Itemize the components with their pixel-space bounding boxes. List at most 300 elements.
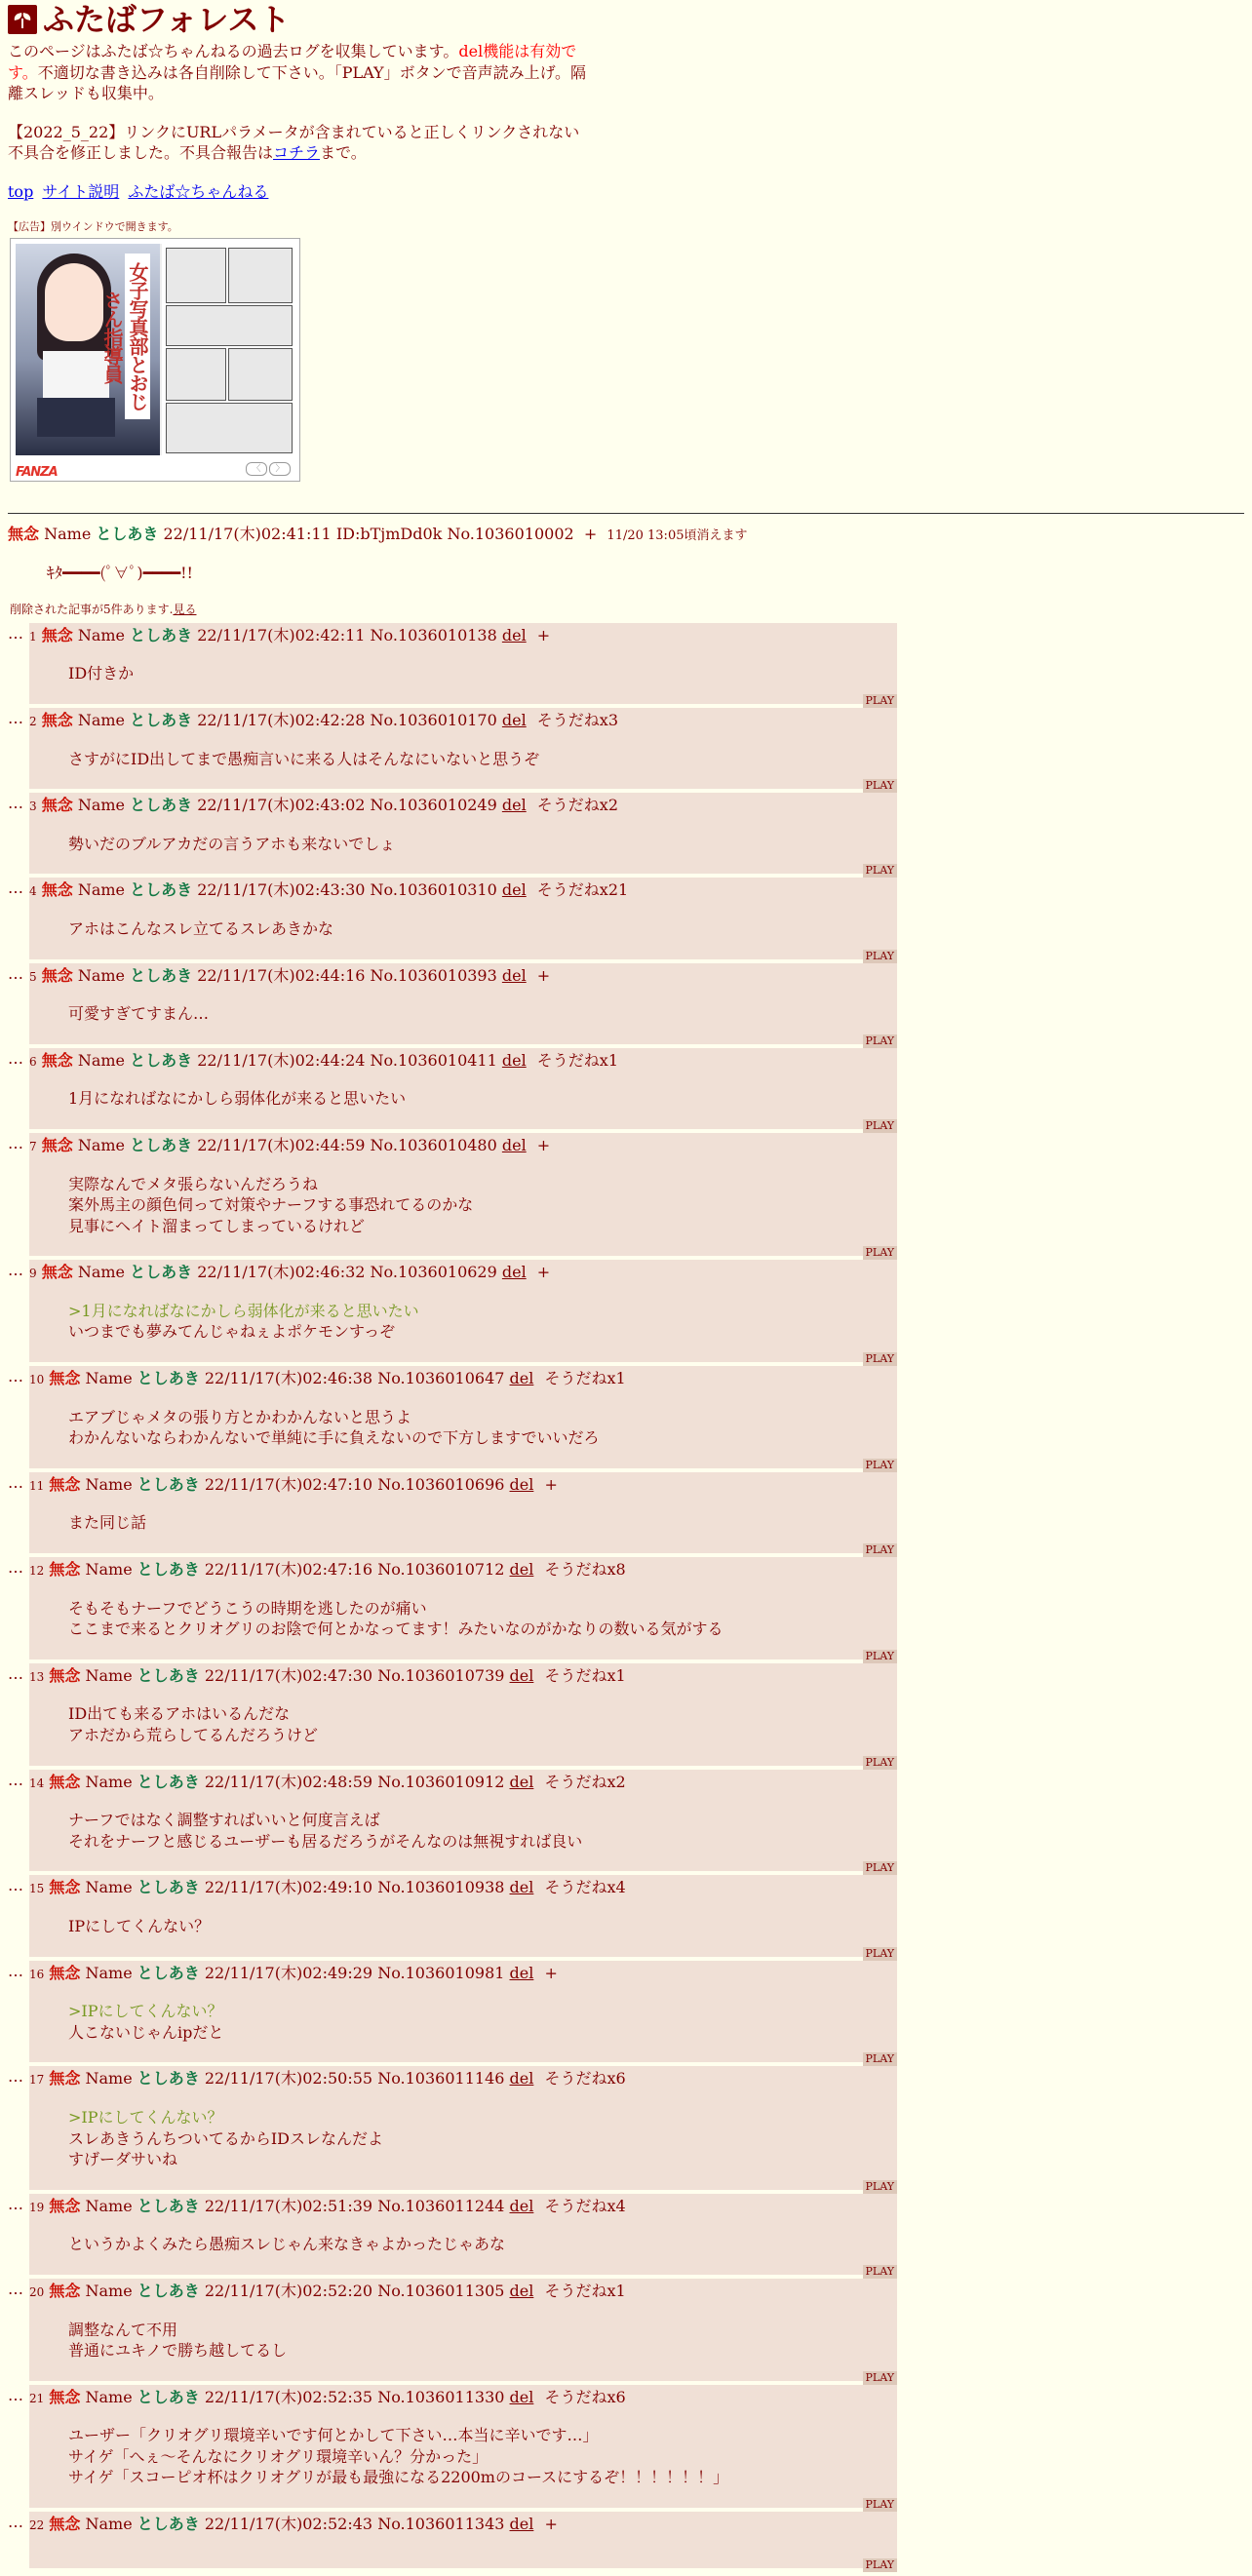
sodane-count-button[interactable]: そうだねx3: [536, 710, 619, 729]
del-link[interactable]: del: [501, 1135, 527, 1154]
play-row: [29, 1941, 897, 1960]
op-name: としあき: [96, 525, 159, 544]
reply-subject: 無念: [49, 1963, 81, 1982]
notice: [8, 122, 593, 164]
reply-menu-icon[interactable]: …: [8, 1472, 23, 1492]
reply-subject: 無念: [41, 796, 73, 815]
del-enabled-text: del機能は有効です。: [8, 42, 577, 82]
reply-datetime: 22/11/17(木)02:42:28: [197, 710, 366, 729]
play-button[interactable]: PLAY: [863, 950, 897, 963]
reply-body: [68, 663, 897, 684]
reply-row: [8, 1048, 1244, 1132]
ad-prev-icon[interactable]: 〈: [246, 462, 267, 476]
reply-subject: 無念: [49, 1665, 81, 1685]
reply-subject: 無念: [49, 1878, 81, 1897]
reply-index: 7: [29, 1139, 37, 1153]
reply-row: [8, 1260, 1244, 1366]
reply: [29, 1663, 897, 1769]
del-link[interactable]: del: [501, 710, 527, 729]
play-row: [29, 2365, 897, 2384]
reply: [29, 2385, 897, 2512]
sodane-button[interactable]: +: [544, 1963, 558, 1982]
reply-index: 11: [29, 1478, 45, 1493]
play-button[interactable]: PLAY: [863, 2052, 897, 2066]
reply-number: No.1036010138: [370, 625, 497, 644]
reply-datetime: 22/11/17(木)02:43:30: [197, 880, 366, 900]
del-link[interactable]: del: [501, 1263, 527, 1282]
reply-line: 案外馬主の顔色伺って対策やナーフする事恐れてるのかな: [68, 1195, 474, 1215]
reply-subject: 無念: [49, 2387, 81, 2406]
reply-line: サイゲ「スコーピオ杯はクリオグリが最も最強になる2200mのコースにするぞ！！！！！！」: [68, 2468, 729, 2487]
reply-datetime: 22/11/17(木)02:52:20: [204, 2281, 373, 2300]
reply-name-label: Name: [85, 1474, 133, 1494]
reply-line: 人こないじゃんipだと: [68, 2022, 224, 2042]
reply-number: No.1036010912: [377, 1772, 505, 1791]
play-button[interactable]: PLAY: [863, 1861, 897, 1875]
reply-number: No.1036011244: [377, 2196, 505, 2215]
sodane-count-button[interactable]: そうだねx4: [544, 1878, 626, 1897]
reply-body: [68, 1003, 897, 1025]
sodane-count-button[interactable]: そうだねx1: [544, 1369, 626, 1388]
reply-index: 4: [29, 884, 37, 899]
play-button[interactable]: PLAY: [863, 1119, 897, 1133]
play-row: [29, 1347, 897, 1366]
reply-header: [29, 2514, 897, 2535]
reply-number: No.1036010411: [370, 1050, 497, 1070]
reply-menu-icon[interactable]: …: [8, 2385, 23, 2404]
reply-subject: 無念: [41, 965, 73, 985]
deleted-note: [10, 602, 1244, 617]
reply-line: いつまでも夢みてんじゃねぇよポケモンすっぞ: [68, 1322, 396, 1342]
reply-datetime: 22/11/17(木)02:52:35: [204, 2387, 373, 2406]
reply-name-label: Name: [85, 1560, 133, 1580]
del-link[interactable]: del: [501, 965, 527, 985]
reply-name: としあき: [137, 2387, 200, 2406]
reply-menu-icon[interactable]: …: [8, 963, 23, 983]
nav-futaba-link[interactable]: ふたば☆ちゃんねる: [128, 181, 269, 201]
ad-illustration: [16, 244, 160, 455]
reply-row: [8, 1663, 1244, 1769]
reply: [29, 1366, 897, 1471]
sodane-count-button[interactable]: そうだねx4: [544, 2196, 626, 2215]
reply-row: [8, 623, 1244, 707]
reply-subject: 無念: [41, 880, 73, 900]
reply-header: [29, 710, 897, 731]
reply-index: 5: [29, 969, 37, 984]
reply-menu-icon[interactable]: …: [8, 1367, 23, 1386]
reply-datetime: 22/11/17(木)02:49:29: [204, 1963, 373, 1982]
reply-index: 12: [29, 1564, 45, 1579]
play-button[interactable]: PLAY: [863, 2558, 897, 2572]
reply-header: [29, 1474, 897, 1496]
reply-row: [8, 1961, 1244, 2066]
reply-header: [29, 1262, 897, 1283]
reply-line: 普通にユキノで勝ち越してるし: [68, 2341, 288, 2361]
report-link[interactable]: コチラ: [273, 143, 321, 163]
sodane-count-button[interactable]: そうだねx2: [536, 796, 619, 815]
reply-index: 15: [29, 1882, 45, 1896]
op-subject: 無念: [8, 525, 40, 544]
reply-index: 2: [29, 714, 37, 728]
reply-name: としあき: [137, 1963, 200, 1982]
fanza-logo: FANZA: [16, 465, 58, 481]
reply-subject: 無念: [41, 1135, 73, 1154]
reply: [29, 1472, 897, 1557]
play-row: [29, 2492, 897, 2512]
sodane-count-button[interactable]: そうだねx21: [536, 880, 629, 900]
reply-menu-icon[interactable]: …: [8, 1770, 23, 1789]
reply-body: [68, 1512, 897, 1534]
reply-line: また同じ話: [68, 1513, 147, 1533]
reply-row: [8, 1133, 1244, 1260]
reply-row: [8, 1472, 1244, 1557]
play-row: [29, 773, 897, 793]
play-button[interactable]: PLAY: [863, 864, 897, 878]
sodane-count-button[interactable]: そうだねx6: [544, 2387, 626, 2406]
del-link[interactable]: del: [509, 2387, 534, 2406]
reply-menu-icon[interactable]: …: [8, 2513, 23, 2532]
reply-name-label: Name: [77, 1050, 126, 1070]
del-link[interactable]: del: [509, 2281, 534, 2300]
reply-menu-icon[interactable]: …: [8, 1261, 23, 1280]
reply-body: [68, 2234, 897, 2255]
sodane-button[interactable]: +: [536, 625, 551, 644]
reply-name: としあき: [137, 1878, 200, 1897]
reply-subject: 無念: [49, 2515, 81, 2534]
del-link[interactable]: del: [509, 1963, 534, 1982]
reply-row: [8, 2194, 1244, 2278]
del-link[interactable]: del: [509, 2196, 534, 2215]
reply-index: 17: [29, 2073, 45, 2088]
nav-links: [8, 181, 1244, 203]
reply: [29, 1557, 897, 1662]
play-row: [29, 1538, 897, 1557]
play-row: [29, 1113, 897, 1132]
reply: [29, 1961, 897, 2066]
reply-menu-icon[interactable]: …: [8, 623, 23, 643]
ad-comic-panels: [162, 244, 294, 455]
reply-menu-icon[interactable]: …: [8, 708, 23, 727]
reply-row: [8, 1557, 1244, 1662]
reply-body: [68, 918, 897, 940]
nav-about-link[interactable]: サイト説明: [42, 181, 120, 201]
reply-quote: >1月になればなにかしら弱体化が来ると思いたい: [68, 1301, 419, 1320]
del-link[interactable]: del: [501, 1050, 527, 1070]
reply-header: [29, 1135, 897, 1156]
play-button[interactable]: PLAY: [863, 1756, 897, 1770]
reply-body: [68, 834, 897, 855]
reply-line: サイゲ「へぇ〜そんなにクリオグリ環境辛いん？分かった」: [68, 2446, 489, 2466]
reply-name: としあき: [137, 1665, 200, 1685]
deleted-note-text: 削除された記事が5件あります.: [10, 602, 174, 616]
reply-datetime: 22/11/17(木)02:49:10: [204, 1878, 373, 1897]
reply-datetime: 22/11/17(木)02:42:11: [197, 625, 366, 644]
reply-body: [68, 2001, 897, 2043]
reply-number: No.1036010739: [377, 1665, 505, 1685]
reply-quote: >IPにしてくんない？: [68, 2107, 223, 2127]
reply: [29, 2194, 897, 2278]
reply-header: [29, 2196, 897, 2217]
play-button[interactable]: PLAY: [863, 2498, 897, 2512]
notice-tail: まで。: [320, 143, 367, 163]
play-button[interactable]: PLAY: [863, 1352, 897, 1366]
futaba-leaf-icon: [8, 5, 37, 34]
reply-row: [8, 2066, 1244, 2193]
sodane-count-button[interactable]: そうだねx1: [544, 2281, 626, 2300]
del-link[interactable]: del: [509, 1772, 534, 1791]
desc-text: このページはふたば☆ちゃんねるの過去ログを収集しています。: [8, 42, 459, 60]
del-link[interactable]: del: [509, 1369, 534, 1388]
play-button[interactable]: PLAY: [863, 1034, 897, 1048]
reply-subject: 無念: [49, 1369, 81, 1388]
reply-header: [29, 1877, 897, 1898]
ad-image[interactable]: [16, 244, 294, 455]
sodane-button[interactable]: +: [544, 2515, 558, 2534]
play-button[interactable]: PLAY: [863, 2371, 897, 2385]
reply-number: No.1036010480: [370, 1135, 497, 1154]
reply-name-label: Name: [85, 2515, 133, 2534]
reply-index: 14: [29, 1776, 45, 1790]
sodane-button[interactable]: +: [544, 1474, 558, 1494]
show-deleted-link[interactable]: 見る: [173, 602, 197, 616]
sodane-button[interactable]: +: [536, 1135, 551, 1154]
reply-number: No.1036010696: [377, 1474, 505, 1494]
ad-footer: [16, 460, 294, 481]
reply-menu-icon[interactable]: …: [8, 2279, 23, 2298]
reply-subject: 無念: [49, 1772, 81, 1791]
reply-line: アホだから荒らしてるんだろうけど: [68, 1726, 319, 1744]
reply-body: [68, 1088, 897, 1110]
reply-name: としあき: [137, 2515, 200, 2534]
del-link[interactable]: del: [509, 1560, 534, 1580]
reply-name: としあき: [137, 1560, 200, 1580]
del-link[interactable]: del: [509, 2515, 534, 2534]
reply-row: [8, 878, 1244, 962]
reply-number: No.1036011330: [377, 2387, 505, 2406]
reply-subject: 無念: [49, 2069, 81, 2088]
reply-row: [8, 1366, 1244, 1471]
reply-line: ID付きか: [68, 664, 135, 683]
reply: [29, 708, 897, 793]
reply-datetime: 22/11/17(木)02:47:30: [204, 1665, 373, 1685]
reply-name-label: Name: [85, 2387, 133, 2406]
reply: [29, 1770, 897, 1875]
reply-body: [68, 2425, 897, 2488]
reply-number: No.1036010629: [370, 1263, 497, 1282]
reply-number: No.1036010938: [377, 1878, 505, 1897]
reply-subject: 無念: [49, 2196, 81, 2215]
reply-row: [8, 2512, 1244, 2571]
play-row: [29, 1644, 897, 1662]
reply-line: 1月になればなにかしら弱体化が来ると思いたい: [68, 1089, 407, 1109]
notice-text: 【2022_5_22】リンクにURLパラメータが含まれていると正しくリンクされない不具合を修正しました。不具合報告は: [8, 122, 580, 163]
del-link[interactable]: del: [509, 1878, 534, 1897]
play-button[interactable]: PLAY: [863, 779, 897, 793]
reply-subject: 無念: [41, 1263, 73, 1282]
play-row: [29, 2174, 897, 2193]
divider: [8, 513, 1244, 514]
reply: [29, 793, 897, 878]
play-row: [29, 1453, 897, 1471]
reply-subject: 無念: [49, 1474, 81, 1494]
reply-menu-icon[interactable]: …: [8, 1961, 23, 1980]
reply-body: [68, 1301, 897, 1343]
reply-datetime: 22/11/17(木)02:44:24: [197, 1050, 366, 1070]
reply-line: というかよくみたら愚痴スレじゃん来なきゃよかったじゃあな: [68, 2235, 506, 2254]
reply-name: としあき: [130, 1135, 193, 1154]
reply-name-label: Name: [85, 1665, 133, 1685]
reply: [29, 878, 897, 962]
reply-header: [29, 1050, 897, 1072]
reply-body: [68, 1916, 897, 1937]
reply-line: 調整なんて不用: [68, 2320, 178, 2339]
reply-name: としあき: [137, 2069, 200, 2088]
reply-body: [68, 1810, 897, 1852]
reply: [29, 1133, 897, 1260]
reply-number: No.1036010981: [377, 1963, 505, 1982]
play-row: [29, 1750, 897, 1769]
play-button[interactable]: PLAY: [863, 694, 897, 708]
reply-datetime: 22/11/17(木)02:52:43: [204, 2515, 373, 2534]
reply-number: No.1036011343: [377, 2515, 505, 2534]
reply-subject: 無念: [49, 1560, 81, 1580]
reply-quote: >IPにしてくんない？: [68, 2002, 223, 2021]
reply-menu-icon[interactable]: …: [8, 2194, 23, 2213]
play-button[interactable]: PLAY: [863, 1246, 897, 1260]
reply: [29, 1260, 897, 1366]
reply-subject: 無念: [41, 710, 73, 729]
reply-row: [8, 1875, 1244, 1960]
reply-number: No.1036011305: [377, 2281, 505, 2300]
play-row: [29, 1855, 897, 1875]
del-link[interactable]: del: [501, 625, 527, 644]
sodane-count-button[interactable]: そうだねx1: [536, 1050, 619, 1070]
ad-banner[interactable]: [10, 238, 300, 482]
del-link[interactable]: del: [501, 796, 527, 815]
reply-name: としあき: [137, 1474, 200, 1494]
reply-datetime: 22/11/17(木)02:46:32: [197, 1263, 366, 1282]
reply-line: 可愛すぎてすまん…: [68, 1004, 210, 1024]
op-id: ID:bTjmDd0k: [335, 525, 443, 544]
reply-header: [29, 2387, 897, 2408]
reply-line: 勢いだのブルアカだの言うアホも来ないでしょ: [68, 834, 396, 853]
play-button[interactable]: PLAY: [863, 1543, 897, 1557]
reply-subject: 無念: [49, 2281, 81, 2300]
del-link[interactable]: del: [509, 2069, 534, 2088]
del-link[interactable]: del: [509, 1474, 534, 1494]
reply-index: 19: [29, 2200, 45, 2214]
reply-line: わかんないならわかんないで単純に手に負えないので下方しますでいいだろ: [68, 1428, 600, 1448]
reply-header: [29, 879, 897, 901]
nav-top-link[interactable]: top: [8, 181, 34, 201]
play-row: [29, 944, 897, 962]
reply-index: 20: [29, 2284, 45, 2299]
play-button[interactable]: PLAY: [863, 2265, 897, 2279]
play-button[interactable]: PLAY: [863, 1947, 897, 1961]
reply-name: としあき: [130, 880, 193, 900]
reply-name: としあき: [130, 625, 193, 644]
play-row: [29, 2259, 897, 2278]
play-button[interactable]: PLAY: [863, 1650, 897, 1663]
reply-menu-icon[interactable]: …: [8, 1558, 23, 1578]
reply-line: そもそもナーフでどうこうの時期を逃したのが痛い: [68, 1598, 427, 1618]
reply-menu-icon[interactable]: …: [8, 878, 23, 898]
reply-line: さすがにID出してまで愚痴言いに来る人はそんなにいないと思うぞ: [68, 749, 540, 768]
reply-index: 22: [29, 2518, 45, 2533]
reply-row: [8, 2279, 1244, 2384]
reply-name-label: Name: [85, 2069, 133, 2088]
sodane-count-button[interactable]: そうだねx8: [544, 1560, 626, 1580]
reply-number: No.1036010170: [370, 710, 497, 729]
del-link[interactable]: del: [509, 1665, 534, 1685]
reply-line: 見事にヘイト溜まってしまっているけれど: [68, 1216, 366, 1235]
reply-menu-icon[interactable]: …: [8, 794, 23, 813]
op-body: ｷﾀ━━━━(ﾟ∀ﾟ)━━━━!!: [47, 564, 193, 582]
reply-name-label: Name: [85, 1878, 133, 1897]
reply-header: [29, 1665, 897, 1687]
reply-menu-icon[interactable]: …: [8, 2067, 23, 2087]
play-button[interactable]: PLAY: [863, 2180, 897, 2194]
sodane-count-button[interactable]: そうだねx1: [544, 1665, 626, 1685]
reply-datetime: 22/11/17(木)02:47:16: [204, 1560, 373, 1580]
reply-menu-icon[interactable]: …: [8, 1048, 23, 1068]
reply-line: アホはこんなスレ立てるスレあきかな: [68, 918, 334, 938]
reply-name-label: Name: [77, 625, 126, 644]
reply-datetime: 22/11/17(木)02:48:59: [204, 1772, 373, 1791]
reply-line: それをナーフと感じるユーザーも居るだろうがそんなのは無視すれば良い: [68, 1831, 583, 1851]
reply-menu-icon[interactable]: …: [8, 1133, 23, 1152]
play-row: [29, 2553, 897, 2571]
op-expire: 11/20 13:05頃消えます: [606, 528, 748, 544]
reply-body: [68, 1407, 897, 1449]
reply-header: [29, 795, 897, 816]
play-row: [29, 858, 897, 878]
reply-line: 実際なんでメタ張らないんだろうね: [68, 1174, 319, 1193]
reply-number: No.1036010712: [377, 1560, 505, 1580]
reply-line: エアブじゃメタの張り方とかわかんないと思うよ: [68, 1407, 412, 1426]
reply-subject: 無念: [41, 1050, 73, 1070]
reply: [29, 2066, 897, 2193]
reply-menu-icon[interactable]: …: [8, 1663, 23, 1683]
sodane-count-button[interactable]: そうだねx6: [544, 2069, 626, 2088]
desc-text-2: 不適切な書き込みは各自削除して下さい。「PLAY」ボタンで音声読み上げ。隔離スレッドも収集中。: [8, 62, 586, 103]
ad-label: 【広告】別ウインドウで開きます。: [8, 219, 178, 233]
play-row: [29, 2047, 897, 2066]
sodane-button[interactable]: +: [536, 1263, 551, 1282]
op-sodane-button[interactable]: +: [583, 525, 598, 544]
reply-body: [68, 749, 897, 770]
play-row: [29, 688, 897, 707]
reply-number: No.1036010310: [370, 880, 497, 900]
reply-line: ナーフではなく調整すればいいと何度言えば: [68, 1811, 380, 1830]
del-link[interactable]: del: [501, 880, 527, 900]
reply-body: [68, 1703, 897, 1745]
reply-index: 16: [29, 1967, 45, 1981]
reply: [29, 623, 897, 707]
reply-name: としあき: [137, 1772, 200, 1791]
play-button[interactable]: PLAY: [863, 1459, 897, 1472]
sodane-count-button[interactable]: そうだねx2: [544, 1772, 626, 1791]
reply-datetime: 22/11/17(木)02:43:02: [197, 796, 366, 815]
reply-number: No.1036010249: [370, 796, 497, 815]
reply-name-label: Name: [77, 796, 126, 815]
reply-row: [8, 1770, 1244, 1875]
sodane-button[interactable]: +: [536, 965, 551, 985]
reply-row: [8, 2385, 1244, 2512]
ad-next-icon[interactable]: 〉: [269, 462, 291, 476]
reply-menu-icon[interactable]: …: [8, 1876, 23, 1895]
reply-index: 13: [29, 1669, 45, 1684]
